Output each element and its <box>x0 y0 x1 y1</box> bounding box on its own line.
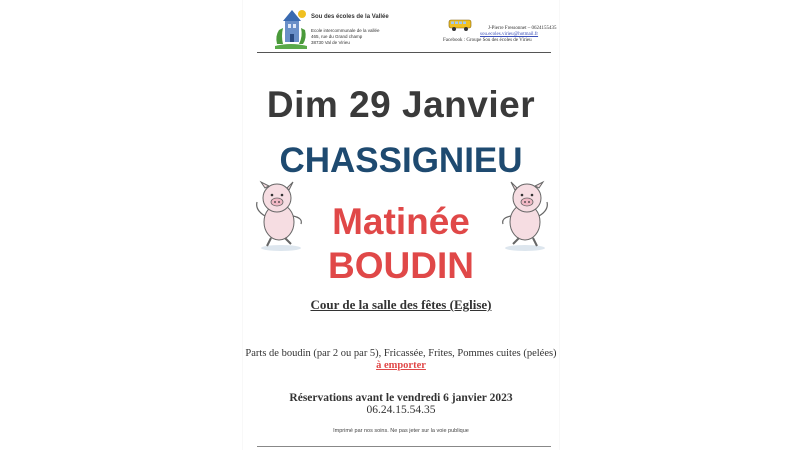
event-location: Cour de la salle des fêtes (Eglise) <box>310 297 492 312</box>
event-title-line2: BOUDIN <box>328 245 474 286</box>
event-date: Dim 29 Janvier <box>266 84 536 125</box>
event-place: CHASSIGNIEU <box>279 141 523 180</box>
flyer-page <box>243 0 559 450</box>
footer-note: Imprimé par nos soins. Ne pas jeter sur la voie publique <box>333 428 469 434</box>
contact-email-link[interactable]: sou.ecoles.virieu@hotmail.fr <box>480 32 539 37</box>
org-name: Sou des écoles de la Vallée <box>311 14 389 20</box>
school-bus-icon <box>448 18 474 32</box>
contact-phone: J-Pierre Fressonnet – 0624155435 <box>488 26 557 31</box>
event-title-line1: Matinée <box>332 201 470 242</box>
facebook-line: Facebook : Groupe Sou des écoles de Virieu <box>443 38 532 43</box>
school-line: Ecole intercommunale de la vallée <box>311 28 380 33</box>
reservation-phone: 06.24.15.54.35 <box>366 404 436 416</box>
takeaway-note: à emporter <box>376 360 426 371</box>
school-logo-icon <box>273 6 309 50</box>
reservation-deadline: Réservations avant le vendredi 6 janvier 2023 <box>289 392 513 404</box>
footer-divider <box>257 446 551 447</box>
city-line: 38730 Val de Virieu <box>311 40 350 45</box>
menu-items: Parts de boudin (par 2 ou par 5), Fricassée, Frites, Pommes cuites (pelées) <box>245 348 557 359</box>
header-divider <box>257 52 551 53</box>
address-line: 465, rue du Grand champ <box>311 34 363 39</box>
